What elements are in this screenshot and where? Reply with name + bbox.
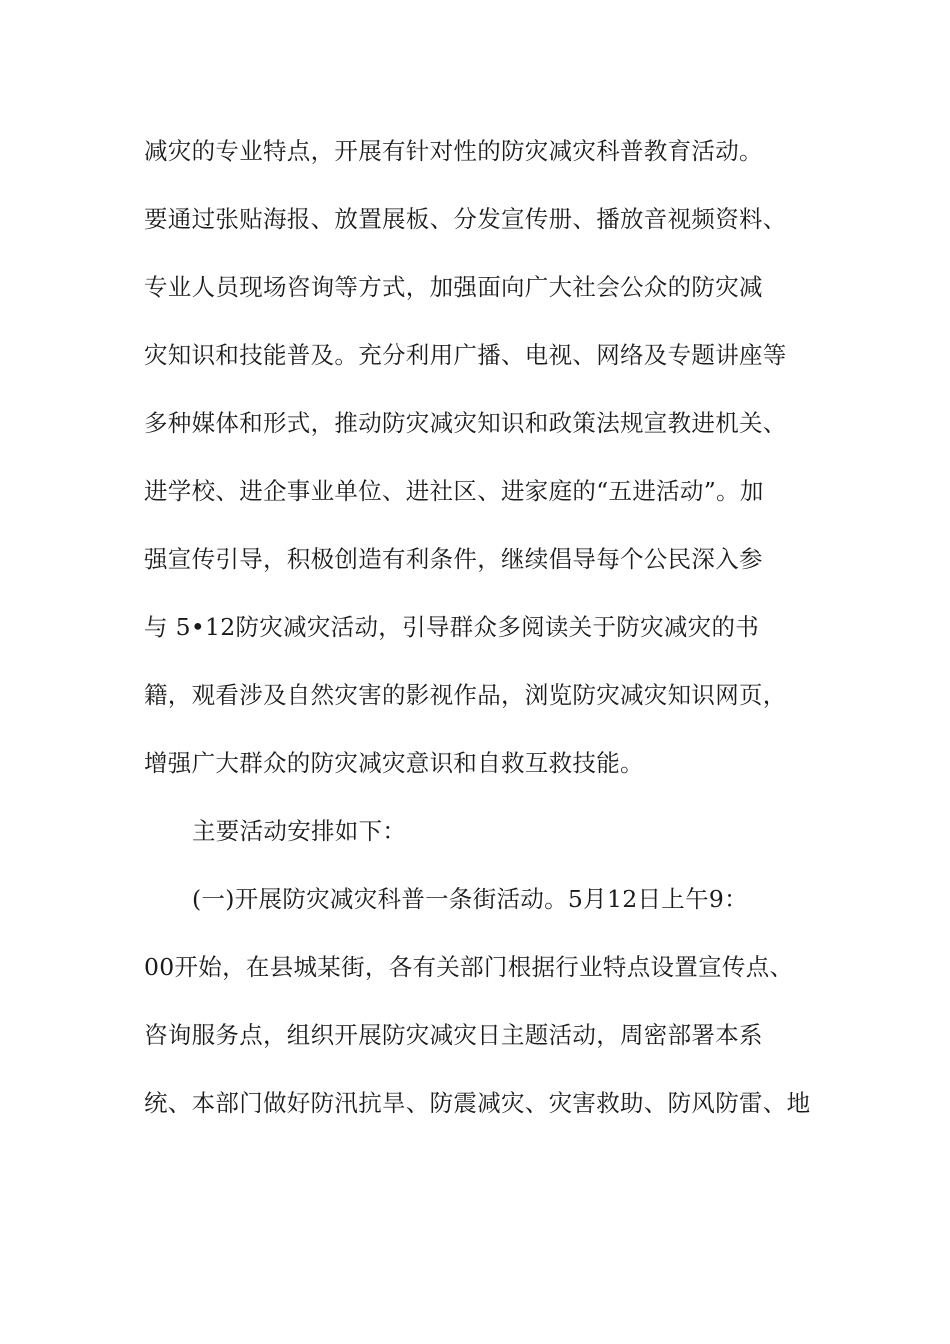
text-line: 咨询服务点，组织开展防灾减灾日主题活动，周密部署本系	[144, 1021, 763, 1049]
text-line: 减灾的专业特点，开展有针对性的防灾减灾科普教育活动。	[144, 137, 763, 165]
section-heading-line: (一)开展防灾减灾科普一条街活动。5月12日上午9：	[192, 885, 748, 913]
paragraph-heading: 主要活动安排如下：	[192, 817, 407, 845]
text-line: 00开始，在县城某街，各有关部门根据行业特点设置宣传点、	[144, 953, 794, 981]
text-line: 多种媒体和形式，推动防灾减灾知识和政策法规宣教进机关、	[144, 409, 787, 437]
text-line: 进学校、进企事业单位、进社区、进家庭的“五进活动”。加	[144, 477, 764, 505]
text-line: 籍，观看涉及自然灾害的影视作品，浏览防灾减灾知识网页，	[144, 681, 787, 709]
text-line: 增强广大群众的防灾减灾意识和自救互救技能。	[144, 749, 644, 777]
text-line: 强宣传引导，积极创造有利条件，继续倡导每个公民深入参	[144, 545, 763, 573]
text-line: 要通过张贴海报、放置展板、分发宣传册、播放音视频资料、	[144, 205, 787, 233]
body-text	[144, 129, 824, 1149]
text-line: 与 5•12防灾减灾活动，引导群众多阅读关于防灾减灾的书	[144, 613, 760, 641]
text-line: 专业人员现场咨询等方式，加强面向广大社会公众的防灾减	[144, 273, 763, 301]
text-line: 统、本部门做好防汛抗旱、防震减灾、灾害救助、防风防雷、地	[144, 1089, 811, 1117]
text-line: 灾知识和技能普及。充分利用广播、电视、网络及专题讲座等	[144, 341, 787, 369]
